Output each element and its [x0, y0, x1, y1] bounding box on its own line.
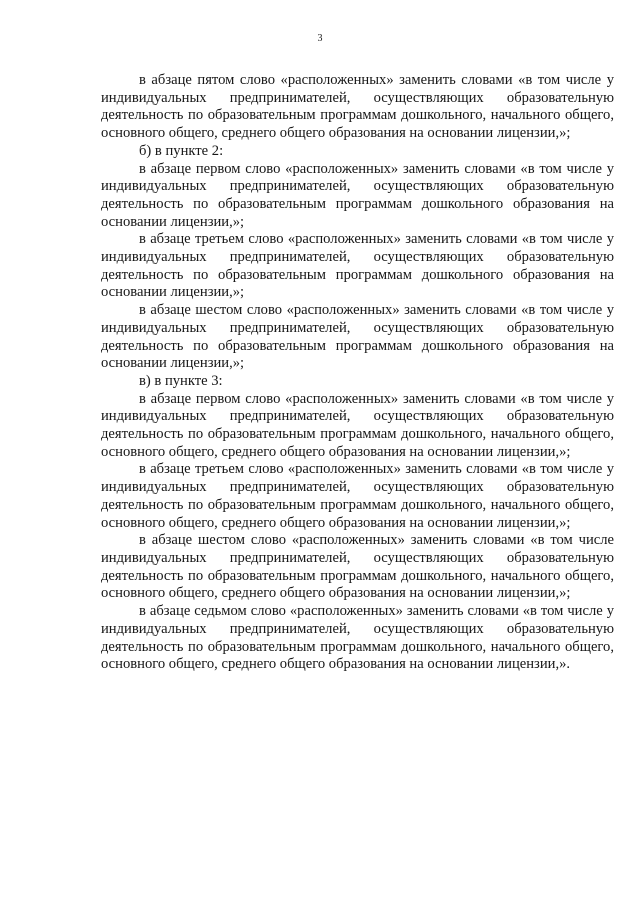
paragraph-item: в абзаце третьем слово «расположенных» заменить словами «в том числе у индивидуальных предпринимателей, осуществляющих образовательную деятельность по образовательным программам дошкольного образования на основании лицензии,»; — [101, 231, 614, 301]
document-body — [101, 72, 614, 674]
subitem-heading: б) в пункте 2: — [139, 142, 224, 159]
paragraph-item: в абзаце третьем слово «расположенных» заменить словами «в том числе у индивидуальных предпринимателей, осуществляющих образовательную деятельность по образовательным программам дошкольного, начального общего, основного общего, среднего общего образования на основании лицензии,»; — [101, 461, 614, 531]
paragraph-item: в абзаце шестом слово «расположенных» заменить словами «в том числе у индивидуальных предпринимателей, осуществляющих образовательную деятельность по образовательным программам дошкольного образования на основании лицензии,»; — [101, 302, 614, 372]
paragraph-item: в абзаце шестом слово «расположенных» заменить словами «в том числе индивидуальных предпринимателей, осуществляющих образовательную деятельность по образовательным программам дошкольного, начального общего, основного общего, среднего общего образования на основании лицензии,»; — [101, 532, 614, 602]
page-number: 3 — [317, 33, 323, 44]
subitem-heading: в) в пункте 3: — [139, 372, 223, 389]
paragraph-item: в абзаце первом слово «расположенных» заменить словами «в том числе у индивидуальных предпринимателей, осуществляющих образовательную деятельность по образовательным программам дошкольного образования на основании лицензии,»; — [101, 160, 614, 230]
paragraph-item: в абзаце пятом слово «расположенных» заменить словами «в том числе у индивидуальных предпринимателей, осуществляющих образовательную деятельность по образовательным программам дошкольного, начального общего, основного общего, среднего общего образования на основании лицензии,»; — [101, 72, 614, 142]
paragraph-item: в абзаце первом слово «расположенных» заменить словами «в том числе у индивидуальных предпринимателей, осуществляющих образовательную деятельность по образовательным программам дошкольного, начального общего, основного общего, среднего общего образования на основании лицензии,»; — [101, 390, 614, 460]
paragraph-item: в абзаце седьмом слово «расположенных» заменить словами «в том числе у индивидуальных предпринимателей, осуществляющих образовательную деятельность по образовательным программам дошкольного, начального общего, основного общего, среднего общего образования на основании лицензии,». — [101, 603, 614, 673]
